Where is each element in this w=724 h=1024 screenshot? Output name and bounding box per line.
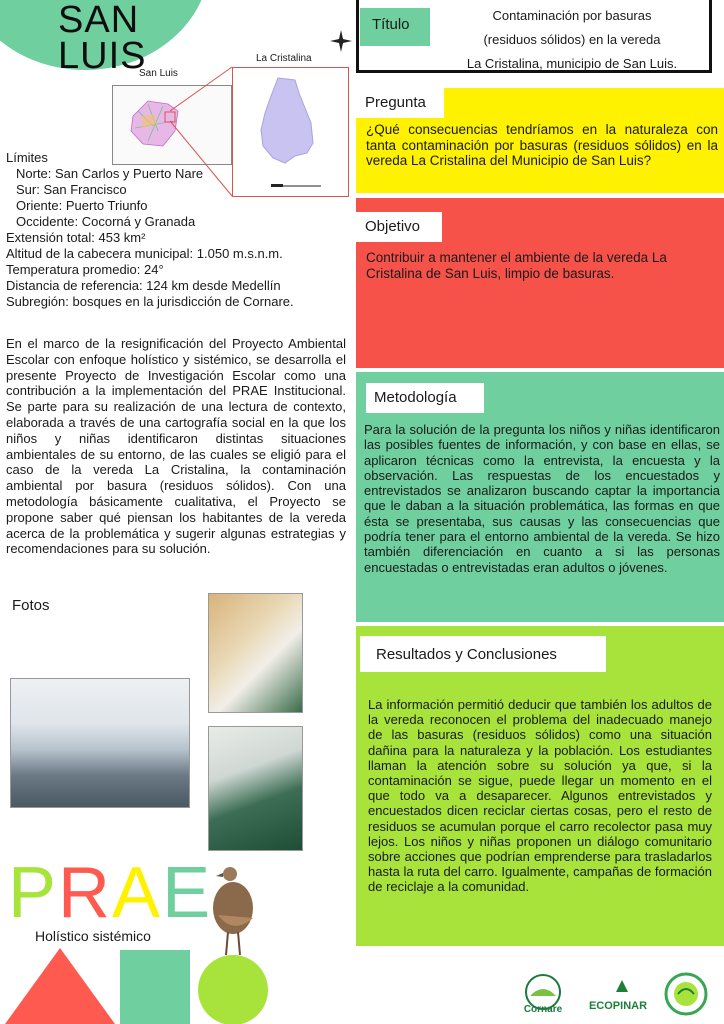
ecopinar-logo-text: ECOPINAR — [588, 1000, 648, 1012]
limits-block — [6, 150, 340, 310]
results-label: Resultados y Conclusiones — [376, 646, 557, 663]
methodology-text: Para la solución de la pregunta los niños y niñas identificaron las posibles fuentes de información, y con base en ellas, se aplicaron técnicas como la entrevista, la encuesta y la observación. Las respuestas de los encuestados y entrevistados se analizaron buscando captar la importancia que le daban a la situación problemática, las formas en que ésta se presentaba, sus causas y las consecuencias que podría tener para el entorno ambiental de la vereda. Se hizo también diferenciación en cuanto a si las personas encuestadas o entrevistadas eran adultos o jóvenes. — [364, 422, 720, 575]
prae-letter-r: R — [58, 853, 113, 933]
title-label: Título — [372, 16, 410, 33]
map-label-cristalina: La Cristalina — [256, 53, 312, 64]
question-text: ¿Qué consecuencias tendríamos en la naturaleza con tanta contaminación por basuras (residuos sólidos) en la vereda La Cristalina del Municipio de San Luis? — [366, 122, 718, 168]
objective-text: Contribuir a mantener el ambiente de la vereda La Cristalina de San Luis, limpio de basuras. — [366, 250, 667, 281]
city-name — [58, 0, 168, 77]
altitude: Altitud de la cabecera municipal: 1.050 m.s.n.m. — [6, 246, 283, 261]
results-text: La información permitió deducir que también los adultos de la vereda reconocen el problema del inadecuado manejo de las basuras (residuos sólidos) como una situación dañina para la naturaleza y la población. Los estudiantes llaman la atención sobre su solución ya que, si la contaminación se sigue, puede llegar un momento en el que todo va a desaparecer. Algunos entrevistados y encuestados dicen reciclar ciertas cosas, pero el resto de residuos se acumulan porque el carro recolector pasa muy lejos. Los niños y niñas proponen un diálogo comunitario sobre acciones que podrían emprenderse para trasladarlos hasta la ruta del carro. Igualmente, campañas de formación de reciclaje a la comunidad. — [368, 697, 712, 895]
temperature: Temperatura promedio: 24° — [6, 262, 164, 277]
limits-heading: Límites — [6, 150, 48, 165]
limit-west: Occidente: Cocorná y Granada — [16, 214, 196, 229]
project-title-line1: Contaminación por basuras — [492, 8, 652, 23]
compass-icon — [330, 30, 352, 52]
subregion: Subregión: bosques en la jurisdicción de Cornare. — [6, 294, 294, 309]
triangle-shape — [5, 948, 115, 1024]
city-name-line1: SAN — [58, 0, 140, 41]
circle-shape — [198, 955, 268, 1024]
objective-label: Objetivo — [365, 218, 421, 235]
question-label: Pregunta — [365, 94, 426, 111]
cornare-logo-text: Cornare — [523, 1004, 563, 1015]
limit-south: Sur: San Francisco — [16, 182, 127, 197]
photos-title: Fotos — [12, 597, 50, 614]
prae-letter-p: P — [8, 853, 59, 933]
project-title — [436, 4, 708, 76]
project-title-line2: (residuos sólidos) en la vereda — [483, 32, 661, 47]
photo-classroom — [10, 678, 190, 808]
prae-subtitle: Holístico sistémico — [35, 928, 151, 944]
prae-letter-a: A — [112, 853, 163, 933]
prae-letter-e: E — [162, 853, 213, 933]
total-area: Extensión total: 453 km² — [6, 230, 146, 245]
limit-east: Oriente: Puerto Triunfo — [16, 198, 148, 213]
photo-students-drawing — [208, 593, 303, 713]
bird-icon — [198, 860, 268, 960]
limit-north: Norte: San Carlos y Puerto Nare — [16, 166, 204, 181]
city-name-line2: LUIS — [58, 35, 147, 77]
map-label-city: San Luis — [139, 68, 178, 79]
photo-students-working — [208, 726, 303, 851]
methodology-label: Metodología — [374, 389, 457, 406]
prae-logo-text — [8, 853, 213, 933]
reference-distance: Distancia de referencia: 124 km desde Medellín — [6, 278, 281, 293]
square-shape — [120, 950, 190, 1024]
institution-seal-icon — [664, 972, 708, 1016]
intro-paragraph: En el marco de la resignificación del Proyecto Ambiental Escolar con enfoque holístico y sistémico, se desarrolla el presente Proyecto de Investigación Escolar como una contribución a la implementación del PRAE Institucional. Se parte para su realización de una lectura de contexto, elaborada a través de una cartografía social en la que los niños y niñas identificaron distintas situaciones ambientales de su entorno, de las cuales se eligió para el caso de la vereda La Cristalina, la contaminación ambiental por basura (residuos sólidos). Con una metodología básicamente cualitativa, el Proyecto se propone saber qué piensan los habitantes de la vereda acerca de la problemática y sugerir algunas estrategias y recomendaciones para su solución. — [6, 336, 346, 557]
project-title-line3: La Cristalina, municipio de San Luis. — [466, 56, 678, 71]
